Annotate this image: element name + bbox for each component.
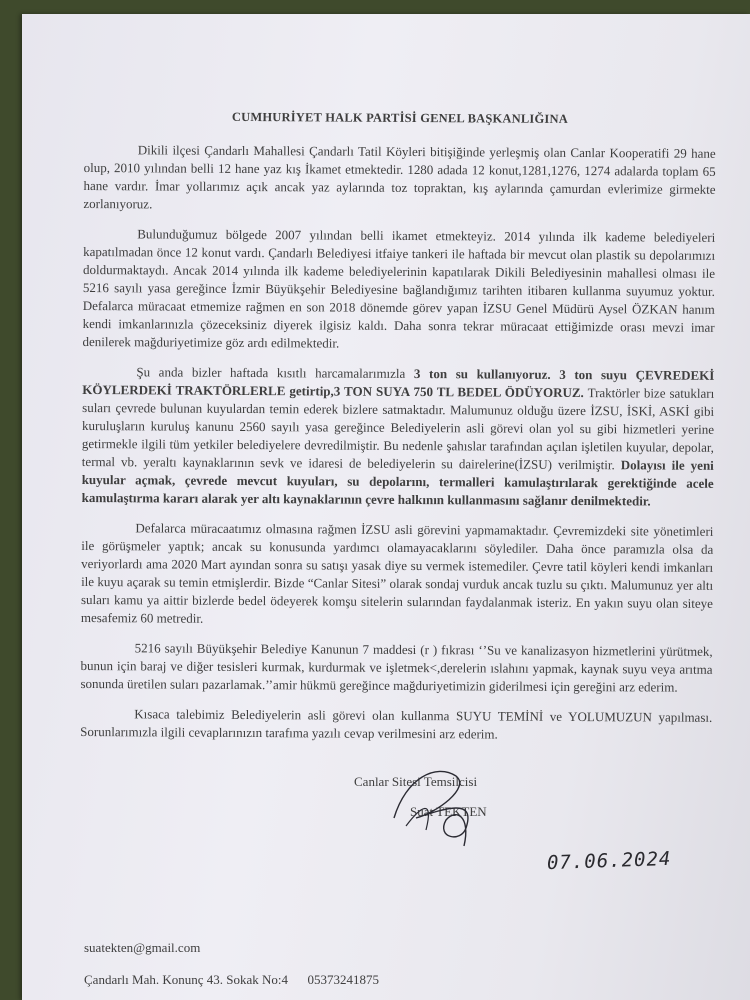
handwritten-date: 07.06.2024 [546, 847, 672, 875]
contact-address-phone: Çandarlı Mah. Konunç 43. Sokak No:4 05373241875 [84, 972, 380, 987]
contact-email: suatekten@gmail.com [84, 940, 201, 955]
letter-title: CUMHURİYET HALK PARTİSİ GENEL BAŞKANLIĞINA [231, 109, 568, 126]
letter-body [80, 107, 716, 757]
paragraph-3 [82, 363, 715, 511]
signature-scribble [376, 758, 506, 853]
paragraph-3-bold-law: Dolayısı ile yeni kuyular açmak, çevrede mevcut kuyuları, su depolarını, termalleri kamulaştırılarak gerektiğinde acele kamulaştırma kararı alarak yer altı kaynaklarının çevre halkının kullanmasını sağlanır denilmektedir. [81, 457, 714, 509]
signature-role: Canlar Sitesi Temsilcisi [354, 774, 478, 789]
letter-page [22, 14, 750, 1000]
paragraph-6: Kısaca talebimiz Belediyelerin asli görevi olan kullanma SUYU TEMİNİ ve YOLUMUZUN yapılması. Sorunlarımızla ilgili cevaplarınızın tarafıma yazılı cevap verilmesini arz ederim. [80, 706, 713, 742]
paragraph-5: 5216 sayılı Büyükşehir Belediye Kanunun 7 maddesi (r ) fıkrası ‘’Su ve kanalizasyon hizmetlerini yürütmek, bunun için baraj ve diğer tesisleri kurmak, kurdurmak ve işletmek<,derelerin ıslahını yapmak, kaynak suyu veya arıtma sonunda üretilen suları pazarlamak.’’amir hükmü gereğince mağduriyetimizin giderilmesi için gereğini arz ederim. [80, 640, 713, 695]
paragraph-1: Dikili ilçesi Çandarlı Mahallesi Çandarlı Tatil Köyleri bitişiğinde yerleşmiş olan Canlar Kooperatifi 29 hane olup, 2010 yılından belli 12 hane yaz kış İkamet etmektedir. 1280 adada 12 konut,1281,1276, 1274 adalarda toplam 65 hane vardır. İmar yollarımız açık ancak yaz aylarında toz topraktan, kış aylarında çamurdan evlerimize girmekte zorlanıyoruz. [83, 142, 716, 212]
paragraph-3-bold-cost: 3 ton su kullanıyoruz. 3 ton suyu ÇEVREDEKİ KÖYLERDEKİ TRAKTÖRLERLE getirtip,3 TON SUYA 750 TL BEDEL ÖDÜYORUZ. [82, 366, 715, 401]
paragraph-4: Defalarca müracaatımız olmasına rağmen İZSU asli görevini yapmamaktadır. Çevremizdeki site yönetimleri ile görüşmeler yaptık; ancak su konusunda yardımcı olamayacaklarını söylediler. Daha önce paramızla olsa da veriyorlardı ama 2020 Mart ayından sonra su satışı yasak diye su vermek istemediler. Çevre tatil köyleri kendi imkanları ile kuyu açarak su temin etmişlerdir. Bizde “Canlar Sitesi” olarak sondaj vurduk ancak tuzlu su çıktı. Malumunuz yer altı suları kamu ya aittir bizlerde bedel ödeyerek komşu sitelerin sularından faydalanmak isteriz. En yakın suyu olan siteye mesafemiz 60 metredir. [80, 520, 714, 626]
paragraph-3-body: Traktörler bize satukları suları çevrede bulunan kuyulardan temin ederek bizlere satmaktadır. Malumunuz olduğu üzere İZSU, İSKİ, ASKİ gibi kuruluşların kuruluş kanunu 2560 sayılı yasa gereğince Belediyelerin asli görevi olan yol su gibi hizmetleri yerine getirmekle ilgili tüm yetkiler belediyelere devredilmiştir. Bu nedenle şahıslar tarafından açılan işletilen kuyular, depolar, termal vb. yeraltı kaynaklarının sevk ve idaresi de belediyelerin su dairelerine(İZSU) verilmiştir. [81, 385, 715, 473]
paragraph-3-intro: Şu anda bizler haftada kısıtlı harcamalarımızla [136, 364, 415, 382]
signature-name: Suat TEKTEN [410, 804, 487, 819]
signature-block [354, 774, 614, 820]
paragraph-2: Bulunduğumuz bölgede 2007 yılından belli ikamet etmekteyiz. 2014 yılında ilk kademe belediyeleri kapatılmadan önce 12 konut vardı. Çandarlı Belediyesi itfaiye tankeri ile haftada bir mevcut olan plastik su depolarımızı doldurmaktaydı. Ancak 2014 yılında ilk kademe belediyelerinin kapatılarak Dikili Belediyesinin mahallesi olması ile 5216 sayılı yasa gereğince İzmir Büyükşehir Belediyesine bağlandığımız tarihten itibaren kullanma suyumuz yoktur. Defalarca müracaat etmemize rağmen en son 2018 dönemde görev yapan İZSU Genel Müdürü Aysel ÖZKAN hanım kendi imkanlarınızla çözeceksiniz diyerek ilgisiz kaldı. Daha sonra tekrar müracaat ettiğimizde orası mevzi imar denilerek mağduriyetimize göz ardı edilmektedir. [82, 226, 716, 351]
